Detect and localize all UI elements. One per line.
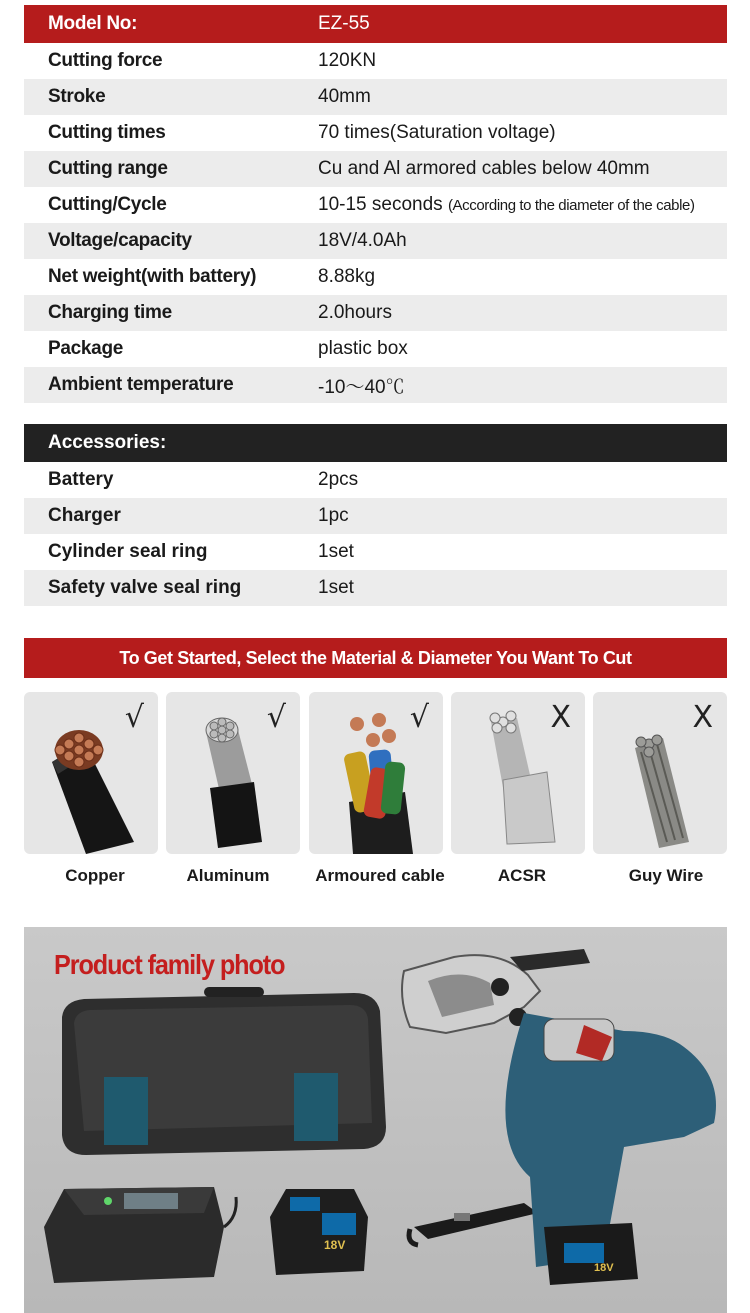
- spec-row: [24, 259, 727, 295]
- accessory-qty: 1set: [318, 541, 354, 562]
- spec-key: Model No:: [48, 13, 138, 34]
- material-card-armoured: [309, 692, 443, 854]
- spec-value: -10～40℃: [318, 376, 405, 398]
- material-card-guy-wire: [593, 692, 727, 854]
- cable-cutter-tool-icon: [402, 949, 716, 1285]
- spec-value: Cu and Al armored cables below 40mm: [318, 158, 650, 179]
- photo-title: Product family photo: [54, 949, 285, 980]
- check-mark-icon: √: [266, 700, 286, 735]
- spec-key: Cutting force: [48, 50, 163, 71]
- spec-row: [24, 223, 727, 259]
- spec-value: 8.88kg: [318, 266, 376, 287]
- spec-value-note: (According to the diameter of the cable): [447, 197, 695, 214]
- spec-key: Ambient temperature: [48, 374, 234, 395]
- material-label: Copper: [65, 866, 125, 885]
- spec-value: [294, 194, 727, 216]
- spec-value-main: 10-15 seconds: [318, 194, 443, 215]
- accessories-title: Accessories:: [24, 424, 727, 462]
- accessory-qty: 1set: [318, 577, 354, 598]
- material-card-copper: [24, 692, 158, 854]
- spec-value: EZ-55: [318, 13, 370, 34]
- spec-value: plastic box: [318, 338, 408, 359]
- spec-row: [24, 115, 727, 151]
- material-cards: [24, 692, 727, 854]
- material-label: Guy Wire: [628, 866, 704, 885]
- accessory-name: Safety valve seal ring: [48, 577, 242, 598]
- accessory-row: [24, 462, 727, 498]
- battery-voltage-label: 18V: [594, 1262, 614, 1274]
- material-label: Aluminum: [186, 866, 270, 885]
- spec-key: Stroke: [48, 86, 106, 107]
- spec-value: 120KN: [318, 50, 377, 71]
- spec-key: Cutting range: [48, 158, 168, 179]
- material-card-aluminum: [166, 692, 300, 854]
- spec-row: [24, 331, 727, 367]
- spec-row: [24, 295, 727, 331]
- material-card-acsr: [451, 692, 585, 854]
- spec-key: Cutting/Cycle: [48, 194, 167, 215]
- spec-row: [24, 187, 727, 223]
- shoulder-strap-icon: [409, 1203, 538, 1245]
- cross-mark-icon: X: [692, 700, 713, 735]
- battery-icon: [270, 1189, 368, 1275]
- check-mark-icon: √: [409, 700, 429, 735]
- spec-key: Package: [48, 338, 124, 359]
- product-family-photo: [24, 927, 727, 1313]
- spec-key: Voltage/capacity: [48, 230, 192, 251]
- spec-value: 40mm: [318, 86, 371, 107]
- spec-table: [24, 5, 727, 403]
- check-mark-icon: √: [124, 700, 144, 735]
- accessory-name: Cylinder seal ring: [48, 541, 208, 562]
- accessory-row: [24, 534, 727, 570]
- spec-value: 18V/4.0Ah: [318, 230, 407, 251]
- material-label: Armoured cable: [315, 866, 445, 885]
- spec-header-row: [24, 5, 727, 43]
- spec-row: [24, 43, 727, 79]
- select-material-banner: To Get Started, Select the Material & Diameter You Want To Cut: [24, 638, 727, 678]
- accessory-name: Battery: [48, 469, 114, 490]
- accessory-row: [24, 570, 727, 606]
- spec-row: [24, 367, 727, 403]
- battery-voltage-label: 18V: [324, 1238, 346, 1252]
- accessory-qty: 2pcs: [318, 469, 359, 490]
- carry-case-icon: [62, 987, 386, 1155]
- accessory-name: Charger: [48, 505, 121, 526]
- material-label: ACSR: [497, 866, 547, 885]
- accessory-row: [24, 498, 727, 534]
- spec-value: 70 times(Saturation voltage): [318, 122, 556, 143]
- product-family-illustration: [24, 927, 727, 1313]
- cross-mark-icon: X: [550, 700, 571, 735]
- accessory-qty: 1pc: [318, 505, 349, 526]
- spec-row: [24, 79, 727, 115]
- spec-key: Cutting times: [48, 122, 166, 143]
- charger-icon: [44, 1187, 236, 1283]
- spec-key: Net weight(with battery): [48, 266, 257, 287]
- spec-row: [24, 151, 727, 187]
- accessories-table: [24, 424, 727, 606]
- spec-value: 2.0hours: [318, 302, 392, 323]
- spec-key: Charging time: [48, 302, 172, 323]
